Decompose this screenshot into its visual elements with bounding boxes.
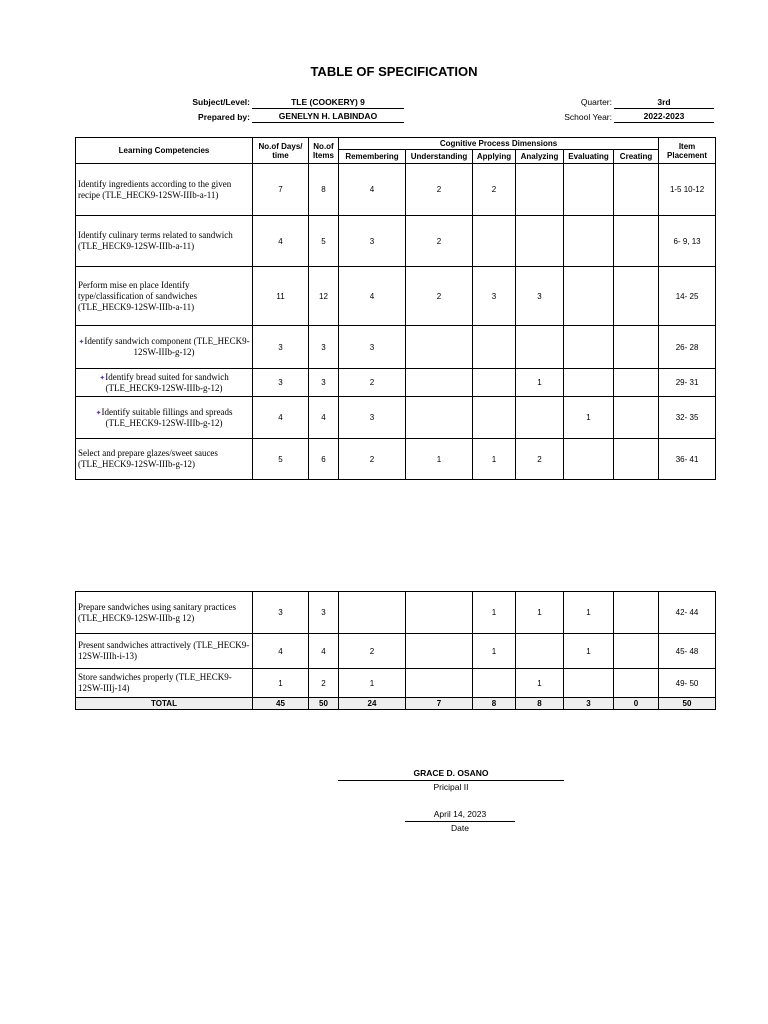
creating-cell [614, 164, 659, 216]
evaluating-cell [564, 164, 614, 216]
analyzing-cell [516, 164, 564, 216]
prepared-label: Prepared by: [198, 112, 250, 122]
quarter-value: 3rd [614, 96, 714, 109]
date-label: Date [451, 823, 469, 833]
analyzing-cell: 1 [516, 369, 564, 397]
header-item-placement: Item Placement [659, 138, 716, 164]
placement-cell: 49- 50 [659, 669, 716, 698]
total-creating: 0 [614, 698, 659, 710]
year-label: School Year: [564, 112, 612, 122]
days-cell: 3 [253, 369, 309, 397]
items-cell: 4 [309, 397, 339, 439]
creating-cell [614, 267, 659, 326]
items-cell: 5 [309, 216, 339, 267]
year-value: 2022-2023 [614, 110, 714, 123]
analyzing-cell [516, 216, 564, 267]
total-applying: 8 [473, 698, 516, 710]
remembering-cell: 4 [339, 267, 406, 326]
evaluating-cell [564, 669, 614, 698]
total-row [76, 698, 716, 710]
days-cell: 3 [253, 326, 309, 369]
remembering-cell: 2 [339, 369, 406, 397]
remembering-cell: 1 [339, 669, 406, 698]
creating-cell [614, 592, 659, 634]
applying-cell [473, 397, 516, 439]
signed-date: April 14, 2023 [433, 809, 487, 819]
analyzing-cell [516, 397, 564, 439]
evaluating-cell [564, 216, 614, 267]
days-cell: 5 [253, 439, 309, 480]
items-cell: 4 [309, 634, 339, 669]
evaluating-cell [564, 267, 614, 326]
days-cell: 11 [253, 267, 309, 326]
table-row [76, 216, 716, 267]
table-row [76, 439, 716, 480]
table-row [76, 592, 716, 634]
total-analyzing: 8 [516, 698, 564, 710]
signatory-position: Pricipal II [433, 782, 469, 792]
table-row [76, 369, 716, 397]
creating-cell [614, 439, 659, 480]
applying-cell: 1 [473, 634, 516, 669]
analyzing-cell [516, 634, 564, 669]
total-placement: 50 [659, 698, 716, 710]
competency-cell [76, 326, 253, 369]
evaluating-cell [564, 439, 614, 480]
competency-cell: Prepare sandwiches using sanitary practices (TLE_HECK9-12SW-IIIb-g 12) [76, 592, 253, 634]
applying-cell: 1 [473, 439, 516, 480]
header-competencies: Learning Competencies [76, 138, 253, 164]
understanding-cell: 2 [406, 164, 473, 216]
days-cell: 3 [253, 592, 309, 634]
analyzing-cell: 2 [516, 439, 564, 480]
remembering-cell: 2 [339, 634, 406, 669]
placement-cell: 42- 44 [659, 592, 716, 634]
applying-cell: 1 [473, 592, 516, 634]
prepared-value: GENELYN H. LABINDAO [252, 110, 404, 123]
placement-cell: 6- 9, 13 [659, 216, 716, 267]
applying-cell [473, 216, 516, 267]
evaluating-cell [564, 326, 614, 369]
items-cell: 12 [309, 267, 339, 326]
competency-cell: Select and prepare glazes/sweet sauces (TLE_HECK9-12SW-IIIb-g-12) [76, 439, 253, 480]
days-cell: 1 [253, 669, 309, 698]
understanding-cell [406, 634, 473, 669]
understanding-cell [406, 369, 473, 397]
quarter-label: Quarter: [580, 97, 612, 107]
header-days: No.of Days/ time [253, 138, 309, 164]
understanding-cell: 2 [406, 267, 473, 326]
understanding-cell [406, 397, 473, 439]
placement-cell: 29- 31 [659, 369, 716, 397]
items-cell: 3 [309, 369, 339, 397]
creating-cell [614, 669, 659, 698]
applying-cell: 3 [473, 267, 516, 326]
header-applying: Applying [473, 150, 516, 164]
header-understanding: Understanding [406, 150, 473, 164]
total-evaluating: 3 [564, 698, 614, 710]
creating-cell [614, 634, 659, 669]
specification-table-bottom [75, 591, 716, 710]
days-cell: 7 [253, 164, 309, 216]
items-cell: 8 [309, 164, 339, 216]
days-cell: 4 [253, 634, 309, 669]
total-days: 45 [253, 698, 309, 710]
understanding-cell: 2 [406, 216, 473, 267]
competency-cell: Identify culinary terms related to sandwich (TLE_HECK9-12SW-IIIb-a-11) [76, 216, 253, 267]
remembering-cell: 4 [339, 164, 406, 216]
evaluating-cell [564, 369, 614, 397]
evaluating-cell: 1 [564, 634, 614, 669]
table-row [76, 669, 716, 698]
evaluating-cell: 1 [564, 592, 614, 634]
creating-cell [614, 326, 659, 369]
applying-cell [473, 326, 516, 369]
competency-cell: Store sandwiches properly (TLE_HECK9-12SW-IIIj-14) [76, 669, 253, 698]
header-creating: Creating [614, 150, 659, 164]
applying-cell [473, 369, 516, 397]
competency-text: Identify sandwich component (TLE_HECK9-12SW-IIIb-g-12) [84, 336, 250, 357]
subject-label: Subject/Level: [192, 97, 250, 107]
days-cell: 4 [253, 397, 309, 439]
competency-cell [76, 369, 253, 397]
competency-text: Identify suitable fillings and spreads (TLE_HECK9-12SW-IIIb-g-12) [101, 406, 233, 428]
creating-cell [614, 369, 659, 397]
placement-cell: 1-5 10-12 [659, 164, 716, 216]
analyzing-cell [516, 326, 564, 369]
total-items: 50 [309, 698, 339, 710]
subject-value: TLE (COOKERY) 9 [252, 96, 404, 109]
analyzing-cell: 3 [516, 267, 564, 326]
specification-table-top [75, 137, 716, 480]
applying-cell [473, 669, 516, 698]
date-line [405, 821, 515, 822]
header-analyzing: Analyzing [516, 150, 564, 164]
analyzing-cell: 1 [516, 592, 564, 634]
understanding-cell: 1 [406, 439, 473, 480]
remembering-cell: 3 [339, 326, 406, 369]
table-row [76, 164, 716, 216]
placement-cell: 26- 28 [659, 326, 716, 369]
table-row [76, 634, 716, 669]
items-cell: 2 [309, 669, 339, 698]
days-cell: 4 [253, 216, 309, 267]
table-row [76, 397, 716, 439]
creating-cell [614, 397, 659, 439]
header-evaluating: Evaluating [564, 150, 614, 164]
total-remembering: 24 [339, 698, 406, 710]
marker-icon: ✦ [99, 373, 106, 382]
page-title: TABLE OF SPECIFICATION [310, 64, 478, 79]
header-cognitive-process: Cognitive Process Dimensions [339, 138, 659, 150]
competency-text: Identify bread suited for sandwich (TLE_HECK9-12SW-IIIb-g-12) [105, 371, 229, 393]
total-understanding: 7 [406, 698, 473, 710]
placement-cell: 45- 48 [659, 634, 716, 669]
competency-cell: Present sandwiches attractively (TLE_HECK9-12SW-IIIh-i-13) [76, 634, 253, 669]
competency-cell [76, 397, 253, 439]
placement-cell: 32- 35 [659, 397, 716, 439]
understanding-cell [406, 326, 473, 369]
placement-cell: 14- 25 [659, 267, 716, 326]
items-cell: 3 [309, 592, 339, 634]
marker-icon: ✦ [95, 408, 102, 417]
understanding-cell [406, 669, 473, 698]
table-row [76, 267, 716, 326]
applying-cell: 2 [473, 164, 516, 216]
understanding-cell [406, 592, 473, 634]
competency-cell: Identify ingredients according to the given recipe (TLE_HECK9-12SW-IIIb-a-11) [76, 164, 253, 216]
creating-cell [614, 216, 659, 267]
remembering-cell: 2 [339, 439, 406, 480]
remembering-cell: 3 [339, 216, 406, 267]
placement-cell: 36- 41 [659, 439, 716, 480]
total-label: TOTAL [76, 698, 253, 710]
items-cell: 6 [309, 439, 339, 480]
marker-icon: ✦ [78, 338, 85, 346]
analyzing-cell: 1 [516, 669, 564, 698]
table-row [76, 326, 716, 369]
evaluating-cell: 1 [564, 397, 614, 439]
competency-cell: Perform mise en place Identify type/classification of sandwiches (TLE_HECK9-12SW-IIIb-a-11) [76, 267, 253, 326]
remembering-cell [339, 592, 406, 634]
header-remembering: Remembering [339, 150, 406, 164]
signatory-name: GRACE D. OSANO [413, 768, 489, 778]
signature-line [338, 780, 564, 781]
items-cell: 3 [309, 326, 339, 369]
remembering-cell: 3 [339, 397, 406, 439]
header-items: No.of Items [309, 138, 339, 164]
